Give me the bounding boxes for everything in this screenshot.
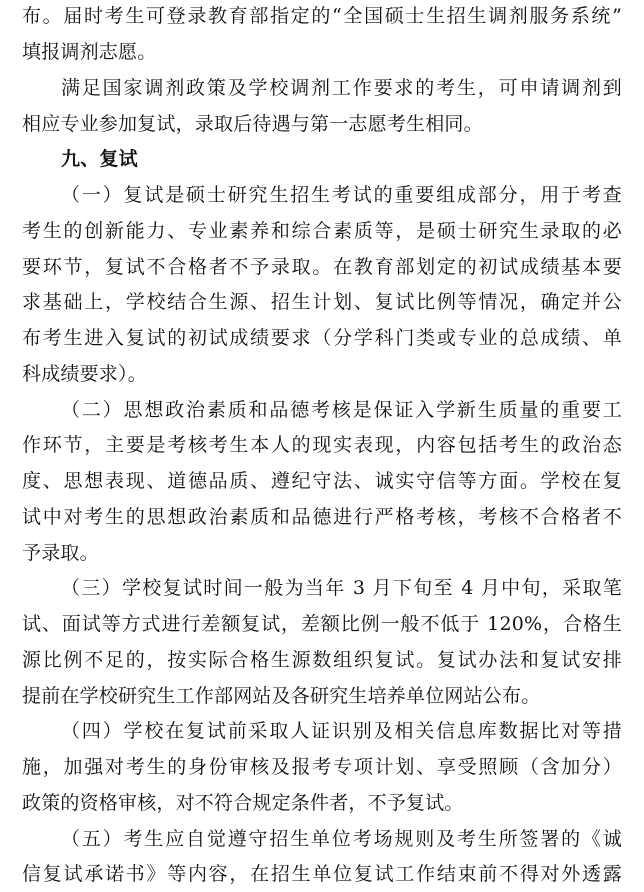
- paragraph-start-line: （四）学校在复试前采取人证识别及相关信息库数据比对等措: [61, 720, 622, 742]
- text-line: 试中对考生的思想政治素质和品德进行严格考核，考核不合格者不: [22, 506, 622, 528]
- paragraph-start-line: （五）考生应自觉遵守招生单位考场规则及考生所签署的《诚: [61, 828, 622, 850]
- text-line: 予录取。: [22, 542, 99, 564]
- text-line: 布考生进入复试的初试成绩要求（分学科门类或专业的总成绩、单: [22, 327, 622, 349]
- paragraph-start-line: （一）复试是硕士研究生招生考试的重要组成部分，用于考查: [61, 184, 622, 206]
- text-line: 相应专业参加复试，录取后待遇与第一志愿考生相同。: [22, 113, 483, 135]
- text-line: 作环节，主要是考核考生本人的现实表现，内容包括考生的政治态: [22, 434, 622, 456]
- text-line: 考生的创新能力、专业素养和综合素质等，是硕士研究生录取的必: [22, 220, 622, 242]
- text-line: 提前在学校研究生工作部网站及各研究生培养单位网站公布。: [22, 685, 541, 707]
- paragraph-start-line: （二）思想政治素质和品德考核是保证入学新生质量的重要工: [61, 399, 622, 421]
- text-line: 政策的资格审核，对不符合规定条件者，不予复试。: [22, 792, 464, 814]
- paragraph-start-line: 满足国家调剂政策及学校调剂工作要求的考生，可申请调剂到: [61, 77, 622, 99]
- text-line: 要环节，复试不合格者不予录取。在教育部划定的初试成绩基本要: [22, 256, 622, 278]
- section-heading: 九、复试: [61, 148, 138, 170]
- text-line: 科成绩要求）。: [22, 363, 147, 385]
- text-line: 信复试承诺书》等内容，在招生单位复试工作结束前不得对外透露: [22, 863, 622, 885]
- text-line: 施，加强对考生的身份审核及报考专项计划、享受照顾（含加分）: [22, 756, 622, 778]
- text-line: 度、思想表现、道德品质、遵纪守法、诚实守信等方面。学校在复: [22, 470, 622, 492]
- text-line: 布。届时考生可登录教育部指定的“全国硕士生招生调剂服务系统”: [22, 5, 622, 27]
- paragraph-start-line: （三）学校复试时间一般为当年 3 月下旬至 4 月中旬，采取笔: [61, 577, 622, 599]
- text-line: 填报调剂志愿。: [22, 41, 157, 63]
- text-line: 求基础上，学校结合生源、招生计划、复试比例等情况，确定并公: [22, 291, 622, 313]
- text-line: 源比例不足的，按实际合格生源数组织复试。复试办法和复试安排: [22, 649, 622, 671]
- text-line: 试、面试等方式进行差额复试，差额比例一般不低于 120%，合格生: [22, 613, 622, 635]
